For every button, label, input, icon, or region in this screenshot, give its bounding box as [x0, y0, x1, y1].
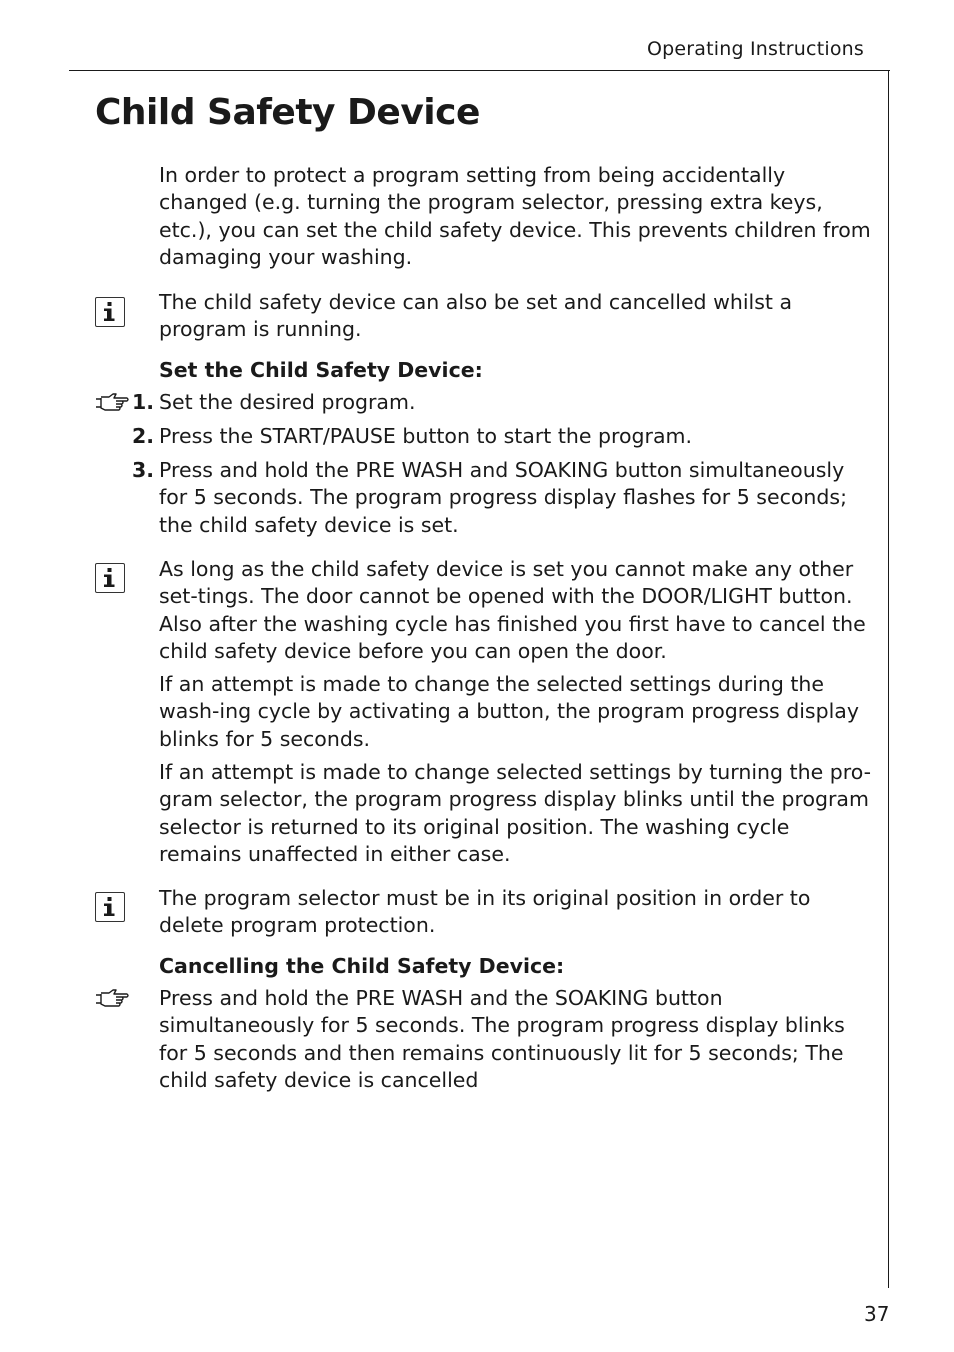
- note-paragraph: The program selector must be in its original position in order to delete program protection.: [159, 886, 811, 938]
- info-icon: [95, 892, 125, 922]
- cancel-instruction: Press and hold the PRE WASH and the SOAKING button simultaneously for 5 seconds. The program progress display blinks for 5 seconds and then remains continuously lit for 5 seconds; The child safety device is cancelled: [159, 986, 845, 1092]
- cancel-heading: Cancelling the Child Safety Device:: [159, 954, 565, 978]
- running-header: Operating Instructions: [646, 38, 864, 60]
- page-title: Child Safety Device: [95, 92, 480, 133]
- intro-paragraph: In order to protect a program setting from being accidentally changed (e.g. turning the program selector, pressing extra keys, etc.), you can set the child safety device. This prevents children from damaging your washing.: [159, 163, 871, 269]
- info-icon: [95, 297, 125, 327]
- note-paragraph: If an attempt is made to change selected settings by turning the pro-gram selector, the program progress display blinks until the program selector is returned to its original position. The washing cycle remains unaffected in either case.: [159, 760, 872, 866]
- step-number: 1.: [132, 390, 155, 414]
- note-paragraph: As long as the child safety device is set you cannot make any other set-tings. The door cannot be opened with the DOOR/LIGHT button. Also after the washing cycle has finished you first have to cancel the child safety device before you can open the door.: [159, 557, 866, 663]
- info-icon: [95, 563, 125, 593]
- set-heading: Set the Child Safety Device:: [159, 358, 483, 382]
- header-rule: [69, 70, 890, 71]
- page-number: 37: [864, 1302, 890, 1326]
- step-number: 3.: [132, 458, 155, 482]
- step-text: Press and hold the PRE WASH and SOAKING button simultaneously for 5 seconds. The program progress display flashes for 5 seconds; the child safety device is set.: [159, 458, 847, 537]
- margin-rule: [888, 70, 889, 1288]
- step-number: 2.: [132, 424, 155, 448]
- note-paragraph: The child safety device can also be set and cancelled whilst a program is running.: [159, 290, 793, 342]
- step-text: Press the START/PAUSE button to start the program.: [159, 424, 693, 448]
- note-paragraph: If an attempt is made to change the selected settings during the wash-ing cycle by activating a button, the program progress display blinks for 5 seconds.: [159, 672, 860, 751]
- step-text: Set the desired program.: [159, 390, 416, 414]
- pointing-hand-icon: [95, 989, 129, 1009]
- pointing-hand-icon: [95, 393, 129, 413]
